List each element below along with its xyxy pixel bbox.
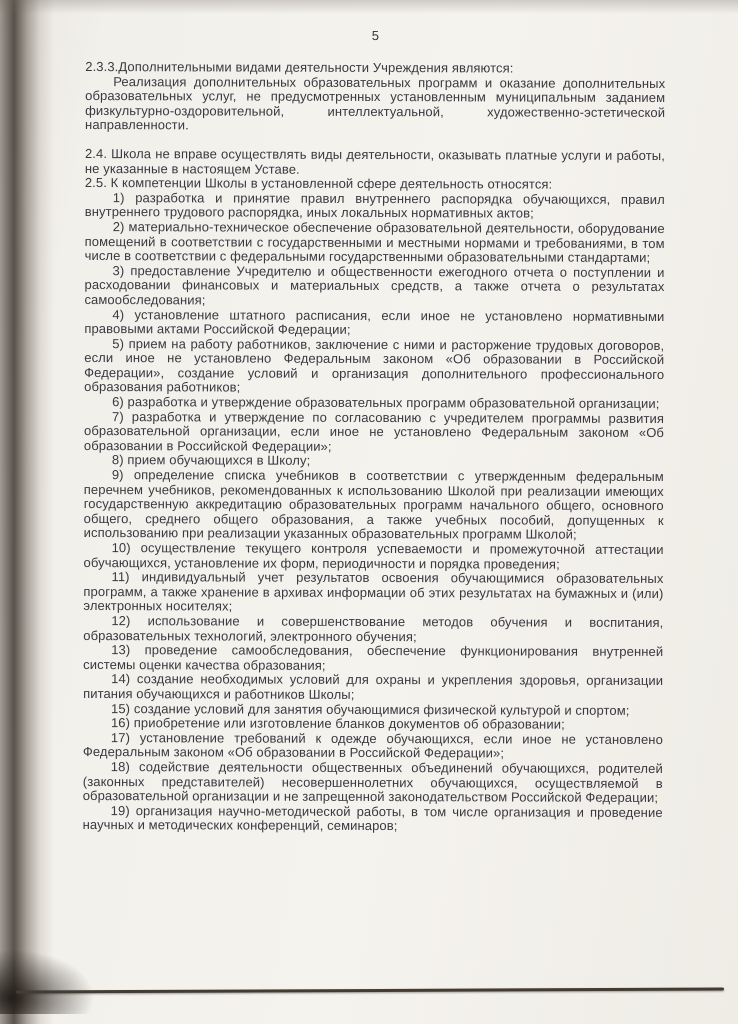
paragraph: 11) индивидуальный учет результатов освоения обучающимися образовательных программ, а также хранение в архивах информации об этих результатах на бумажных и (или) электронных носителях;	[83, 569, 664, 614]
scan-corner-shadow	[0, 949, 95, 1014]
paragraph: 10) осуществление текущего контроля успеваемости и промежуточной аттестации обучающихся, установление их форм, периодичности и порядка проведения;	[83, 540, 664, 572]
scan-bottom-edge-line	[16, 987, 724, 993]
document-body	[83, 60, 666, 835]
paragraph: 7) разработка и утверждение по согласованию с учредителем программы развития образовательной организации, если иное не установлено Федеральным законом «Об образовании в Российской Федерации»;	[83, 408, 665, 454]
scan-top-shadow	[0, 0, 738, 14]
paragraph: 13) проведение самообследования, обеспечение функционирования внутренней системы оценки качества образования;	[83, 642, 664, 673]
paragraph: 14) создание необходимых условий для охраны и укрепления здоровья, организации питания обучающихся и работников Школы;	[83, 671, 664, 702]
document-content	[83, 27, 666, 835]
paragraph: 19) организация научно-методической работы, в том числе организация и проведение научных и методических конференций, семинаров;	[82, 802, 663, 834]
paragraph: 5) прием на работу работников, заключение с ними и расторжение трудовых договоров, если иное не установлено Федеральным законом «Об образовании в Российской Федерации», создание условий и организация дополнительного профессионального образования работников;	[84, 335, 665, 396]
paragraph: 6) разработка и утверждение образовательных программ образовательной организации;	[112, 394, 660, 412]
scan-left-shadow	[0, 0, 54, 1024]
paragraph: 16) приобретение или изготовление бланков документов об образовании;	[110, 715, 565, 732]
paragraph: 9) определение списка учебников в соответствии с утвержденным федеральным перечнем учебников, рекомендованных к использованию Школой при реализации имеющих государственную аккредитацию образовательных программ начального общего, основного общего, среднего общего образования, а также учебных пособий, допущенных к использованию при реализации указанных образовательных программ Школой;	[83, 467, 664, 543]
paragraph: 2) материально-техническое обеспечение образовательной деятельности, оборудование помещений в соответствии с государственными и местными нормами и требованиями, в том числе в соответствии с федеральными государственными образовательными стандартами;	[84, 219, 665, 266]
paragraph: 2.4. Школа не вправе осуществлять виды деятельности, оказывать платные услуги и работы, не указанные в настоящем Уставе.	[84, 145, 665, 177]
paragraph: 18) содействие деятельности общественных объединений обучающихся, родителей (законных представителей) несовершеннолетних обучающихся, осуществляемой в образовательной организации и не запрещенной законодательством Российской Федерации;	[82, 758, 663, 806]
page-number: 5	[371, 27, 380, 44]
paragraph: 1) разработка и принятие правил внутреннего распорядка обучающихся, правил внутреннего трудового распорядка, иных локальных нормативных актов;	[84, 189, 665, 221]
paragraph: 17) установление требований к одежде обучающихся, если иное не установлено Федеральным законом «Об образовании в Российской Федерации»;	[82, 729, 663, 761]
paragraph: Реализация дополнительных образовательных программ и оказание дополнительных образовательных услуг, не предусмотренных установленным муниципальным заданием физкультурно-оздоровительной, интеллектуальной, художественно-эстетической направленности.	[85, 73, 666, 133]
paragraph: 2.3.3.Дополнительными видами деятельности Учреждения являются:	[85, 58, 514, 76]
paragraph: 8) прием обучающихся в Школу;	[111, 452, 311, 469]
paragraph: 15) создание условий для занятия обучающимися физической культурой и спортом;	[111, 700, 630, 718]
paragraph: 2.5. К компетенции Школы в установленной сфере деятельность относятся:	[84, 175, 553, 192]
paragraph: 12) использование и совершенствование методов обучения и воспитания, образовательных технологий, электронного обучения;	[83, 613, 664, 644]
paragraph: 4) установление штатного расписания, если иное не установлено нормативными правовыми актами Российской Федерации;	[84, 306, 665, 338]
paragraph: 3) предоставление Учредителю и общественности ежегодного отчета о поступлении и расходовании финансовых и материальных средств, а также отчета о результатах самообследования;	[84, 262, 665, 308]
